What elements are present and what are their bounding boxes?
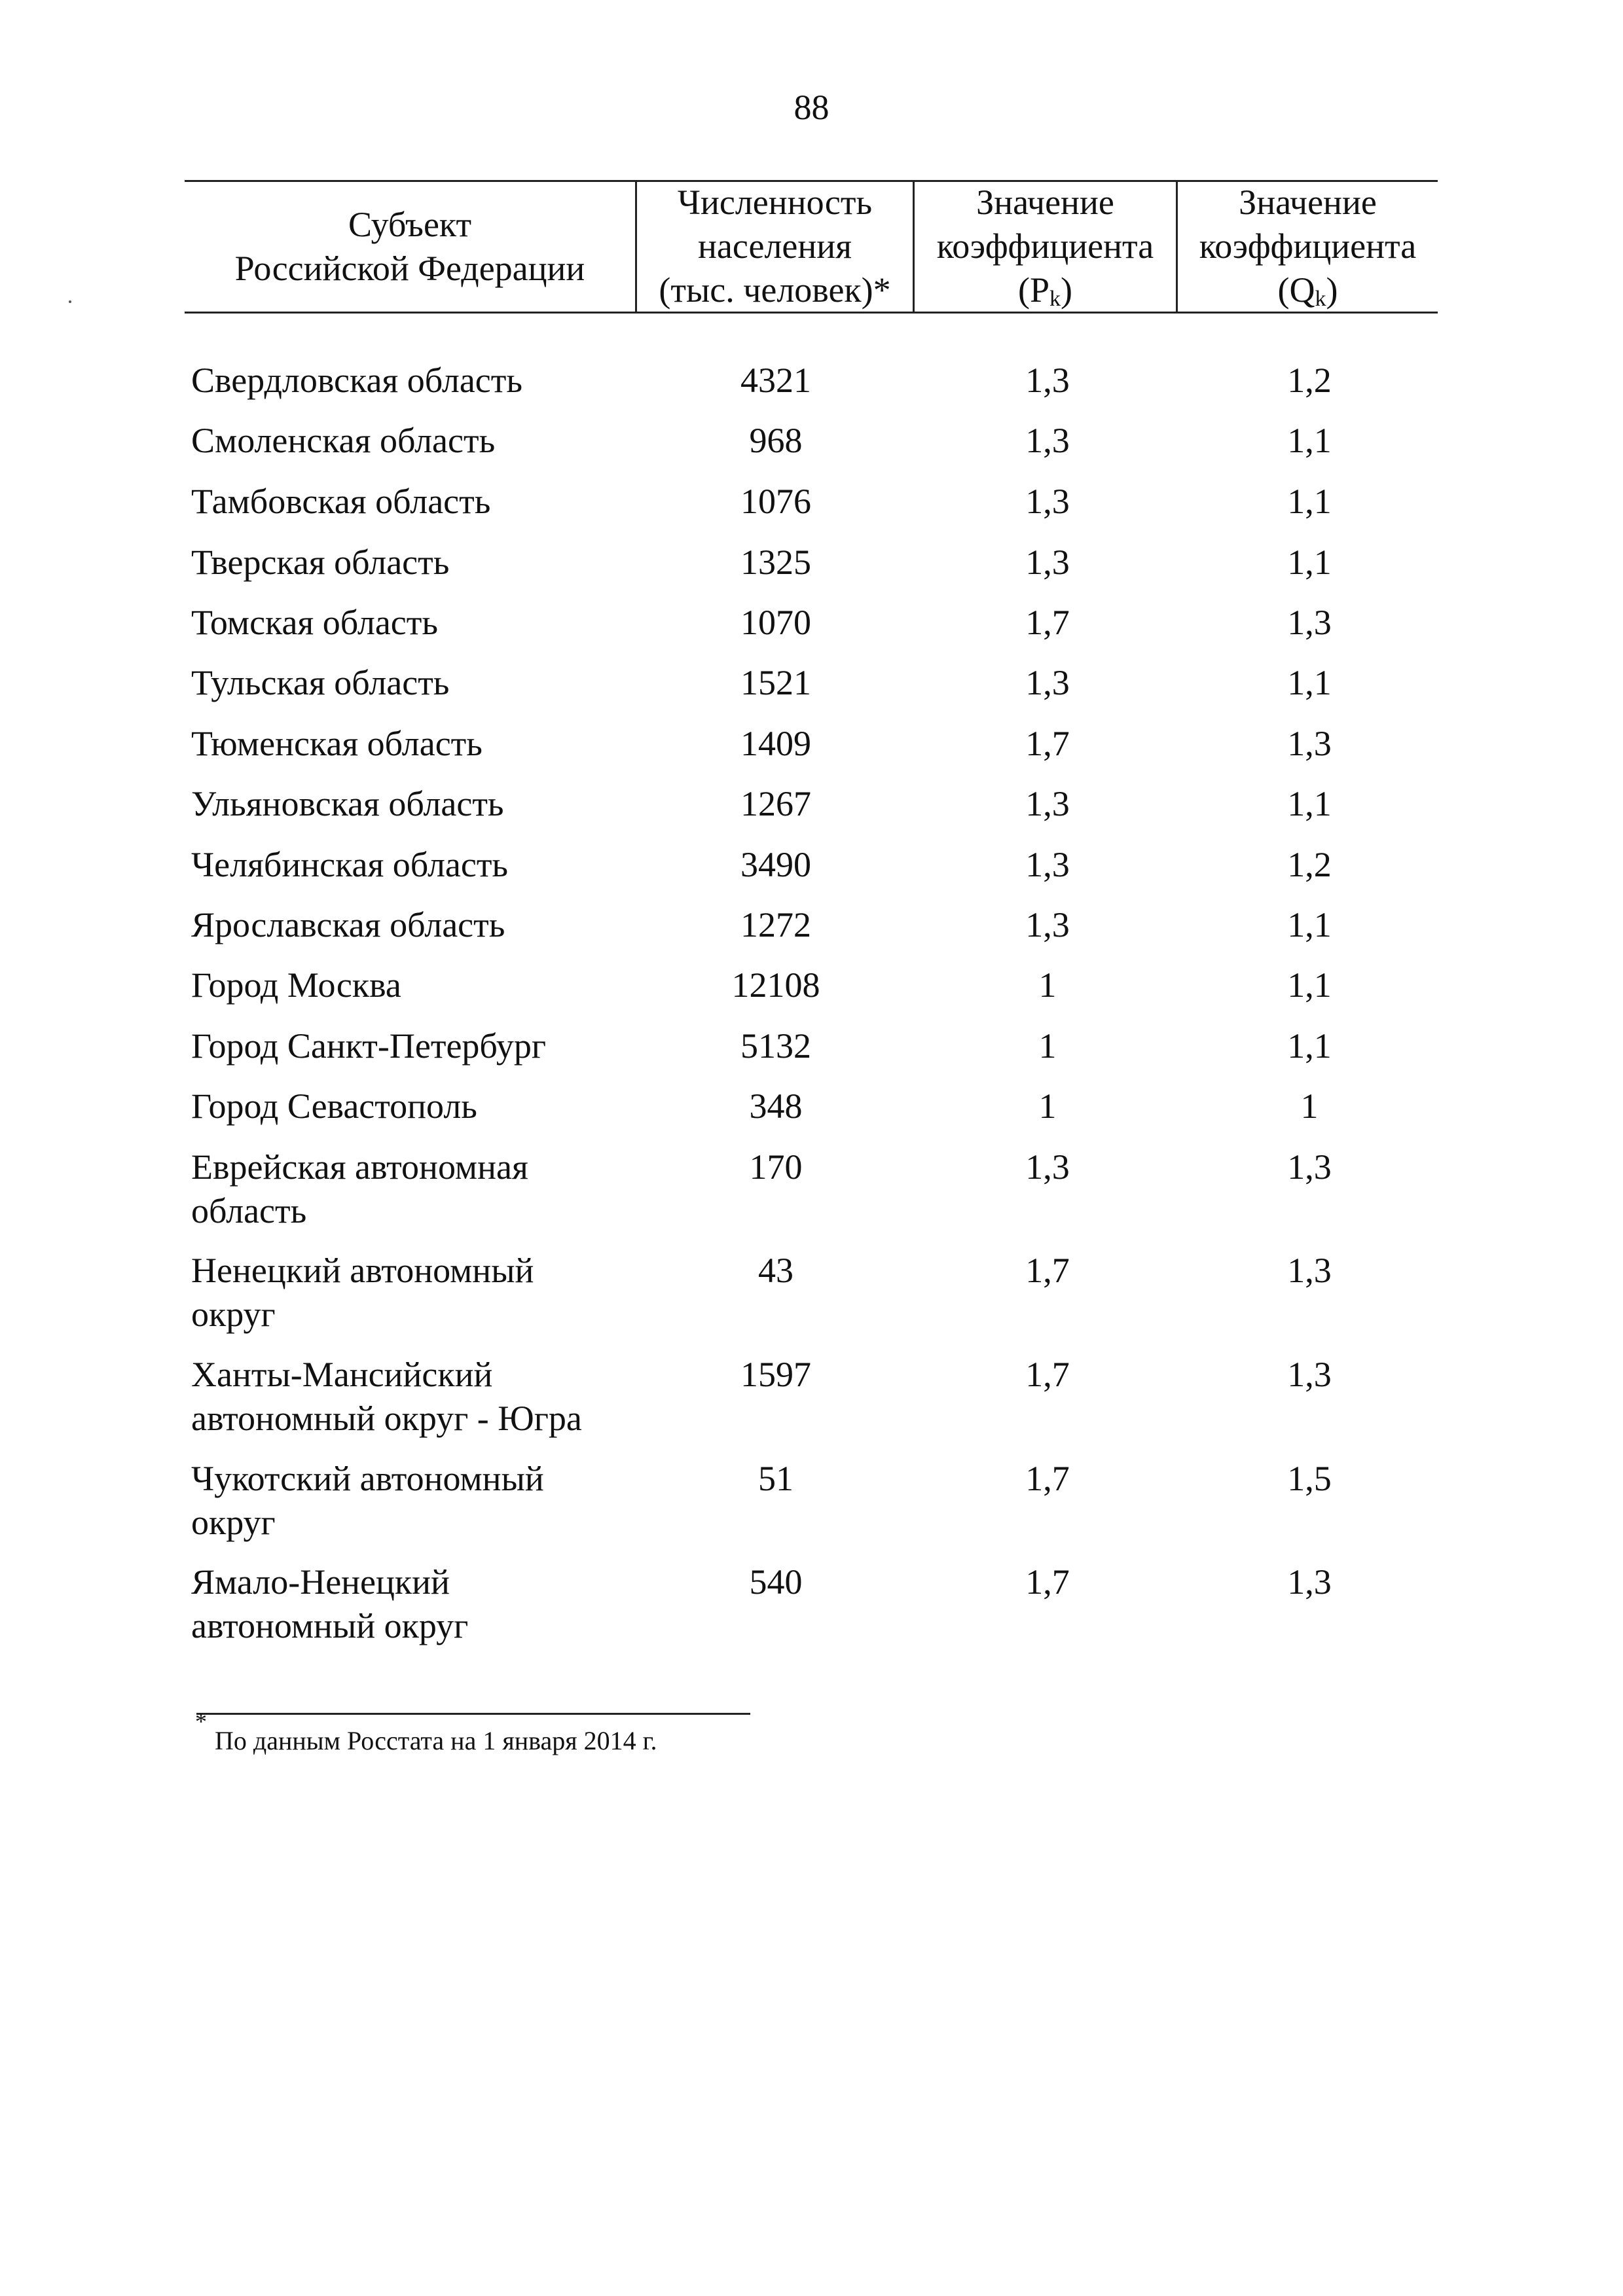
header-pk-symbol: $(P_k)$ (1018, 270, 1072, 311)
cell-qk: 1,2 (1287, 361, 1332, 400)
cell-pk: 1,7 (1025, 1459, 1070, 1498)
page-number: 88 (793, 88, 830, 127)
cell-population: 1597 (740, 1355, 811, 1394)
cell-subject (191, 480, 663, 524)
cell-qk: 1,1 (1287, 482, 1332, 521)
cell-pk: 1 (1038, 965, 1057, 1005)
cell-subject (191, 1145, 663, 1233)
cell-subject-line: Чукотский автономный (191, 1459, 544, 1498)
cell-subject (191, 1085, 663, 1128)
header-subject-line: Субъект (348, 204, 472, 244)
cell-qk: 1,3 (1287, 603, 1332, 642)
cell-population: 51 (758, 1459, 793, 1498)
cell-subject-line: Ямало-Ненецкий (191, 1562, 450, 1602)
cell-qk: 1,1 (1287, 905, 1332, 944)
cell-pk: 1 (1038, 1026, 1057, 1066)
cell-pk: 1,3 (1025, 361, 1070, 400)
cell-qk: 1,1 (1287, 421, 1332, 460)
header-population-line: Численность (677, 183, 873, 222)
cell-subject (191, 722, 663, 766)
cell-population: 12108 (731, 965, 820, 1005)
cell-pk: 1,3 (1025, 663, 1070, 702)
cell-population: 1521 (740, 663, 811, 702)
header-pk-line: Значение (976, 183, 1114, 222)
cell-subject-line: Тюменская область (191, 724, 483, 763)
cell-subject (191, 661, 663, 705)
cell-pk: 1 (1038, 1086, 1057, 1126)
cell-subject (191, 903, 663, 947)
cell-subject (191, 601, 663, 645)
cell-pk: 1,3 (1025, 482, 1070, 521)
cell-subject-line: автономный округ - Югра (191, 1399, 582, 1438)
cell-qk: 1,3 (1287, 1562, 1332, 1602)
cell-subject (191, 843, 663, 887)
cell-qk: 1,1 (1287, 543, 1332, 582)
cell-pk: 1,3 (1025, 421, 1070, 460)
cell-population: 4321 (740, 361, 811, 400)
cell-subject-line: Город Севастополь (191, 1086, 477, 1126)
cell-subject-line: Смоленская область (191, 421, 496, 460)
cell-subject-line: область (191, 1191, 307, 1230)
cell-subject-line: округ (191, 1295, 276, 1334)
header-qk-line: коэффициента (1199, 226, 1417, 266)
cell-population: 1325 (740, 543, 811, 582)
cell-subject-line: Ханты-Мансийский (191, 1355, 493, 1394)
cell-population: 1070 (740, 603, 811, 642)
cell-subject-line: Город Санкт-Петербург (191, 1026, 546, 1066)
header-qk-symbol: $(Q_k)$ (1277, 270, 1338, 311)
cell-subject-line: округ (191, 1503, 276, 1542)
footnote-text: По данным Росстата на 1 января 2014 г. (215, 1726, 657, 1755)
cell-pk: 1,7 (1025, 1355, 1070, 1394)
footnote-mark: * (195, 1708, 207, 1734)
cell-population: 1076 (740, 482, 811, 521)
cell-qk: 1,3 (1287, 1355, 1332, 1394)
cell-pk: 1,7 (1025, 1251, 1070, 1290)
cell-qk: 1,1 (1287, 965, 1332, 1005)
cell-population: 348 (749, 1086, 803, 1126)
cell-pk: 1,3 (1025, 543, 1070, 582)
cell-population: 5132 (740, 1026, 811, 1066)
header-population (637, 181, 913, 312)
cell-pk: 1,7 (1025, 724, 1070, 763)
cell-subject (191, 1457, 663, 1545)
header-subject (185, 181, 635, 312)
cell-population: 968 (749, 421, 803, 460)
cell-subject (191, 1353, 663, 1441)
cell-pk: 1,3 (1025, 905, 1070, 944)
cell-population: 1267 (740, 784, 811, 823)
cell-pk: 1,3 (1025, 845, 1070, 884)
cell-subject (191, 1560, 663, 1648)
cell-qk: 1 (1300, 1086, 1319, 1126)
header-pk (915, 181, 1176, 312)
cell-subject (191, 419, 663, 463)
cell-subject-line: Тамбовская область (191, 482, 491, 521)
header-population-line: (тыс. человек)* (659, 270, 891, 310)
cell-subject-line: Город Москва (191, 965, 401, 1005)
cell-population: 43 (758, 1251, 793, 1290)
cell-qk: 1,3 (1287, 1147, 1332, 1187)
cell-subject-line: Ненецкий автономный (191, 1251, 534, 1290)
cell-subject-line: Тульская область (191, 663, 450, 702)
cell-subject-line: Томская область (191, 603, 438, 642)
cell-population: 1272 (740, 905, 811, 944)
cell-pk: 1,7 (1025, 603, 1070, 642)
header-qk (1178, 181, 1438, 312)
cell-subject-line: автономный округ (191, 1606, 469, 1645)
cell-population: 3490 (740, 845, 811, 884)
cell-subject (191, 963, 663, 1007)
cell-qk: 1,2 (1287, 845, 1332, 884)
cell-subject (191, 359, 663, 403)
cell-subject-line: Ульяновская область (191, 784, 504, 823)
cell-qk: 1,3 (1287, 724, 1332, 763)
footnote-rule (196, 1713, 750, 1715)
cell-pk: 1,3 (1025, 784, 1070, 823)
cell-qk: 1,1 (1287, 1026, 1332, 1066)
cell-subject-line: Еврейская автономная (191, 1147, 528, 1187)
cell-subject (191, 1024, 663, 1068)
cell-population: 1409 (740, 724, 811, 763)
cell-subject (191, 782, 663, 826)
header-qk-line: Значение (1239, 183, 1377, 222)
header-subject-line: Российской Федерации (234, 248, 585, 288)
cell-pk: 1,7 (1025, 1562, 1070, 1602)
cell-subject-line: Челябинская область (191, 845, 509, 884)
header-population-line: населения (697, 226, 852, 266)
cell-subject (191, 541, 663, 584)
cell-qk: 1,5 (1287, 1459, 1332, 1498)
cell-qk: 1,1 (1287, 784, 1332, 823)
header-pk-line: коэффициента (936, 226, 1154, 266)
cell-population: 540 (749, 1562, 803, 1602)
cell-population: 170 (749, 1147, 803, 1187)
cell-qk: 1,1 (1287, 663, 1332, 702)
cell-qk: 1,3 (1287, 1251, 1332, 1290)
cell-pk: 1,3 (1025, 1147, 1070, 1187)
scan-speck (69, 300, 71, 303)
cell-subject-line: Ярославская область (191, 905, 505, 944)
cell-subject-line: Свердловская область (191, 361, 522, 400)
cell-subject (191, 1249, 663, 1336)
cell-subject-line: Тверская область (191, 543, 450, 582)
